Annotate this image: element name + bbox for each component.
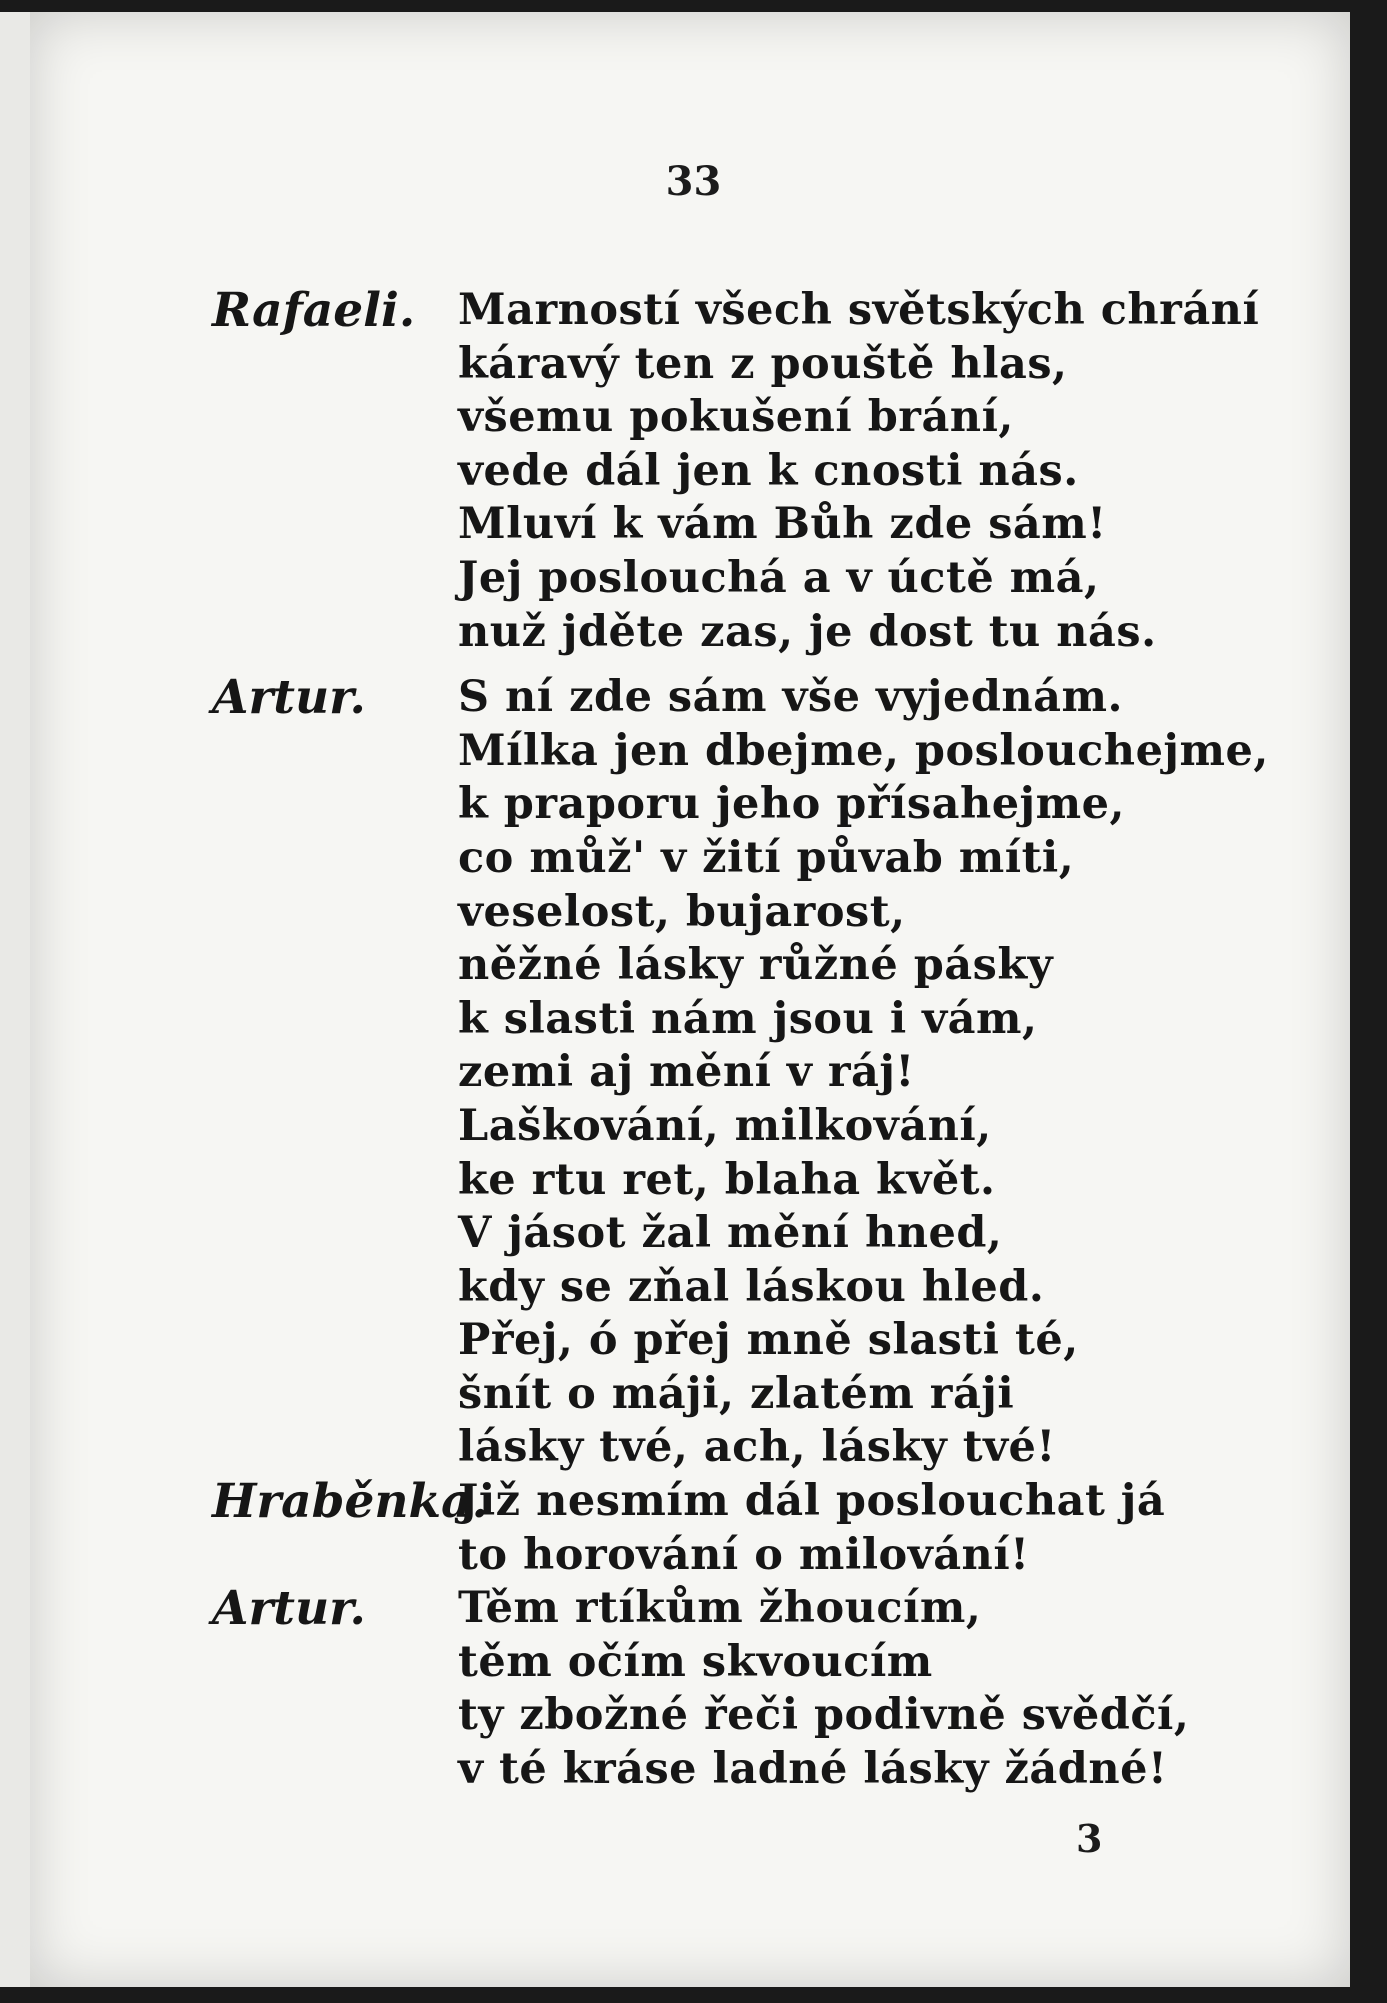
- verse-line: zemi aj mění v ráj!: [458, 1047, 915, 1098]
- verse-line: veselost, bujarost,: [458, 886, 906, 937]
- speech-artur-2: [212, 1582, 1212, 1796]
- speech-hrabenka: [212, 1475, 1212, 1582]
- verse-line: kdy se zňal láskou hled.: [458, 1261, 1045, 1312]
- page-number: 33: [665, 158, 722, 205]
- verse-line: ty zbožné řeči podivně svědčí,: [458, 1690, 1190, 1741]
- verse-line: šnít o máji, zlatém ráji: [458, 1368, 1015, 1419]
- verse-line: lásky tvé, ach, lásky tvé!: [458, 1422, 1056, 1473]
- verse-line: v té kráse ladné lásky žádné!: [458, 1744, 1168, 1795]
- speaker-name: Hraběnka.: [212, 1474, 488, 1530]
- verse-line: Již nesmím dál poslouchat já: [458, 1476, 1166, 1527]
- speech-lines: [458, 1582, 1212, 1796]
- verse-line: ke rtu ret, blaha květ.: [458, 1154, 996, 1205]
- verse-line: Přej, ó přej mně slasti té,: [458, 1315, 1079, 1366]
- verse-line: Jej poslouchá a v úctě má,: [458, 552, 1100, 603]
- verse-line: těm očím skvoucím: [458, 1636, 933, 1687]
- signature-mark: 3: [1076, 1816, 1103, 1861]
- verse-line: Laškování, milkování,: [458, 1100, 992, 1151]
- verse-line: vede dál jen k cnosti nás.: [458, 445, 1079, 496]
- speech-lines: [458, 671, 1269, 1475]
- verse-line: něžné lásky růžné pásky: [458, 940, 1054, 991]
- page-left-edge: [0, 12, 32, 1987]
- verse-line: co můž' v žití půvab míti,: [458, 832, 1075, 883]
- verse-line: Mílka jen dbejme, poslouchejme,: [458, 725, 1269, 776]
- verse-line: nuž jděte zas, je dost tu nás.: [458, 606, 1157, 657]
- speech-lines: [458, 284, 1259, 659]
- verse-line: k slasti nám jsou i vám,: [458, 993, 1038, 1044]
- play-text: [212, 283, 1269, 1797]
- verse-line: všemu pokušení brání,: [458, 392, 1014, 443]
- verse-line: Marností všech světských chrání: [458, 285, 1260, 335]
- verse-line: Mluví k vám Bůh zde sám!: [458, 499, 1107, 550]
- speech-rafaeli: [212, 283, 1260, 659]
- verse-line: V jásot žal mění hned,: [458, 1208, 1003, 1259]
- speech-lines: [458, 1475, 1212, 1582]
- verse-line: to horování o milování!: [458, 1529, 1030, 1580]
- verse-line: káravý ten z pouště hlas,: [458, 338, 1068, 389]
- speech-artur-1: [212, 670, 1269, 1475]
- speaker-name: Artur.: [212, 670, 366, 726]
- speaker-name: Artur.: [212, 1581, 366, 1637]
- speaker-name: Rafaeli.: [212, 283, 416, 338]
- verse-line: k praporu jeho přísahejme,: [458, 779, 1125, 830]
- verse-line: Těm rtíkům žhoucím,: [458, 1583, 982, 1634]
- verse-line: S ní zde sám vše vyjednám.: [458, 672, 1124, 723]
